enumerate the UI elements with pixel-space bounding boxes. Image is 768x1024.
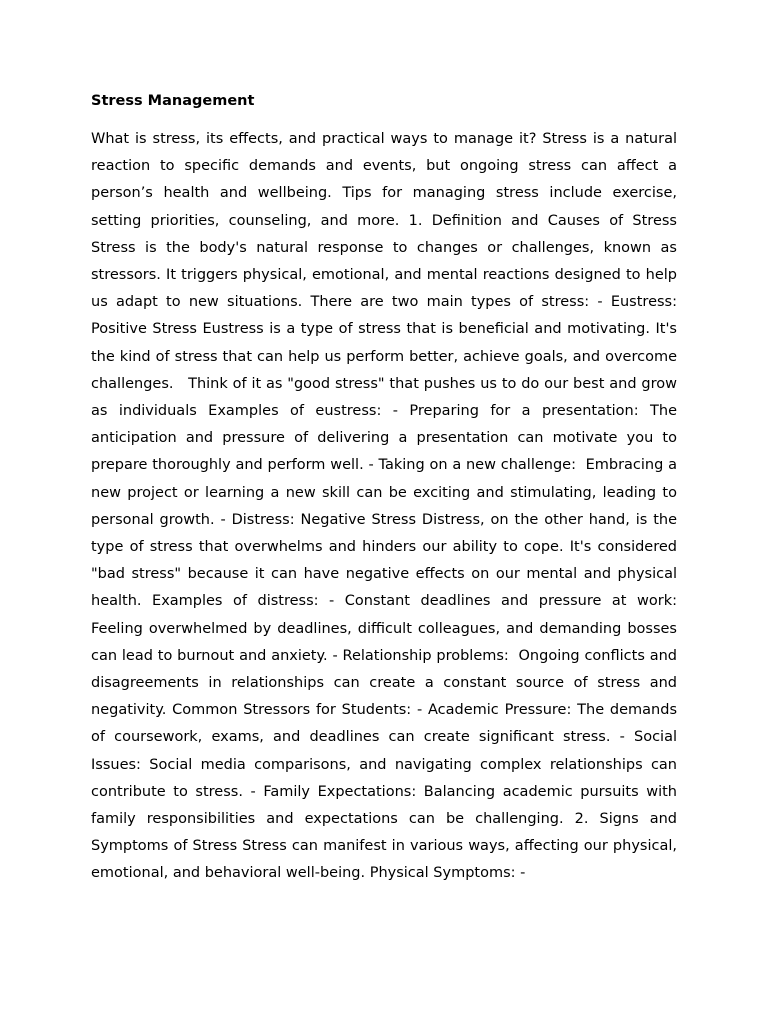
page-title: Stress Management — [91, 93, 255, 109]
body-paragraph: What is stress, its effects, and practical ways to manage it? Stress is a natural reaction to specific demands and events, but ongoing stress can affect a person’s health and wellbeing. Tips for managing stress include exercise, setting priorities, counseling, and more. 1. Definition and Causes of Stress Stress is the body's natural response to changes or challenges, known as stressors. It triggers physical, emotional, and mental reactions designed to help us adapt to new situations. There are two main types of stress: - Eustress: Positive Stress Eustress is a type of stress that is beneficial and motivating. It's the kind of stress that can help us perform better, achieve goals, and overcome challenges. Think of it as "good stress" that pushes us to do our best and grow as individuals Examples of eustress: - Preparing for a presentation: The anticipation and pressure of delivering a presentation can motivate you to prepare thoroughly and perform well. - Taking on a new challenge: Embracing a new project or learning a new skill can be exciting and stimulating, leading to personal growth. - Distress: Negative Stress Distress, on the other hand, is the type of stress that overwhelms and hinders our ability to cope. It's considered "bad stress" because it can have negative effects on our mental and physical health. Examples of distress: - Constant deadlines and pressure at work: Feeling overwhelmed by deadlines, difficult colleagues, and demanding bosses can lead to burnout and anxiety. - Relationship problems: Ongoing conflicts and disagreements in relationships can create a constant source of stress and negativity. Common Stressors for Students: - Academic Pressure: The demands of coursework, exams, and deadlines can create significant stress. - Social Issues: Social media comparisons, and navigating complex relationships can contribute to stress. - Family Expectations: Balancing academic pursuits with family responsibilities and expectations can be challenging. 2. Signs and Symptoms of Stress Stress can manifest in various ways, affecting our physical, emotional, and behavioral well-being. Physical Symptoms: - — [91, 131, 687, 882]
